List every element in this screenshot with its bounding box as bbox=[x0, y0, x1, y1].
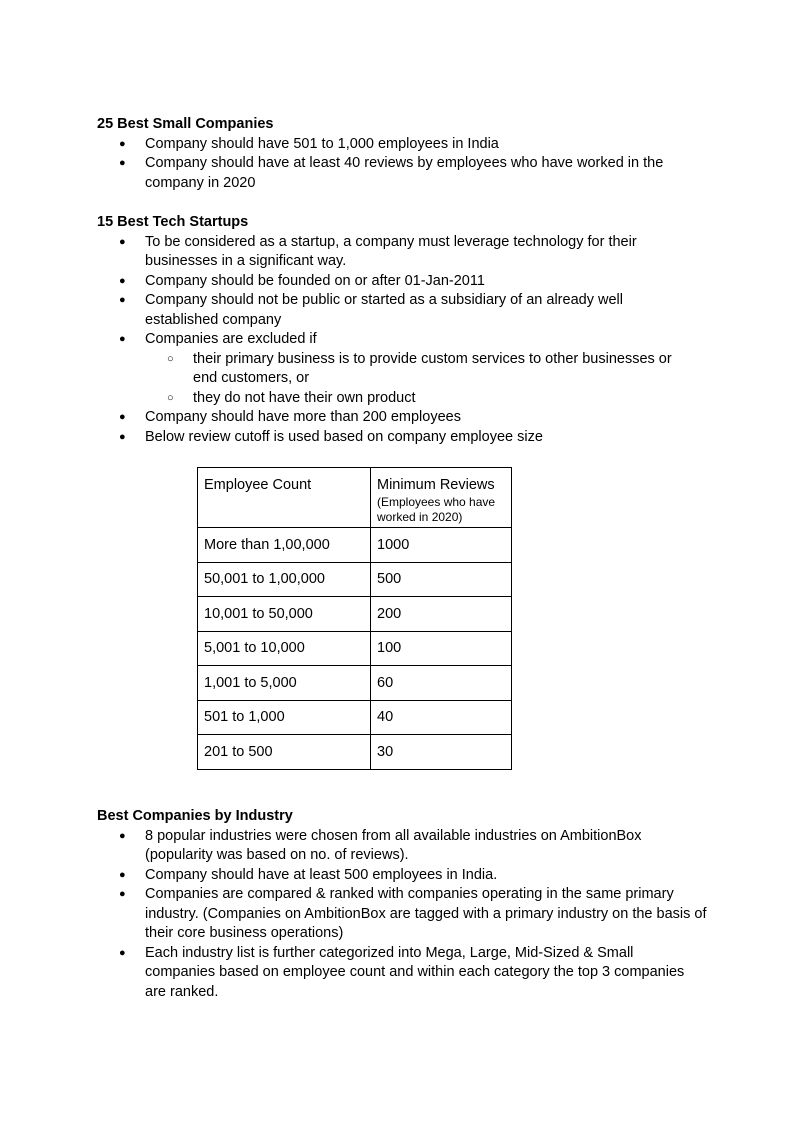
table-row bbox=[198, 631, 512, 666]
bullet-list bbox=[97, 233, 717, 350]
list-item: ● Company should not be public or started as a subsidiary of an already well established company bbox=[97, 291, 645, 330]
section-title: Best Companies by Industry bbox=[97, 808, 293, 824]
list-item: ● Company should have more than 200 employees bbox=[97, 408, 717, 428]
section-title: 15 Best Tech Startups bbox=[97, 214, 249, 230]
list-item: ● Each industry list is further categorized into Mega, Large, Mid-Sized & Small companies based on employee count and within each category the top 3 companies are ranked. bbox=[97, 944, 705, 1003]
header-minimum-reviews bbox=[371, 468, 512, 528]
table-cell: 5,001 to 10,000 bbox=[198, 631, 371, 666]
section-industry bbox=[97, 807, 717, 1002]
list-item: ● Company should have 501 to 1,000 employees in India bbox=[97, 135, 717, 155]
table-cell: 30 bbox=[371, 735, 512, 770]
section-tech-startups bbox=[97, 213, 717, 447]
list-item: ● Company should have at least 40 reviews by employees who have worked in the company in 2020 bbox=[97, 154, 675, 193]
review-cutoff-table bbox=[197, 467, 512, 770]
table-row bbox=[198, 597, 512, 632]
table-cell: 100 bbox=[371, 631, 512, 666]
list-item: ● Below review cutoff is used based on company employee size bbox=[97, 428, 717, 448]
header-minimum-reviews-label: Minimum Reviews bbox=[377, 477, 495, 493]
table-header-row bbox=[198, 468, 512, 528]
table-cell: 200 bbox=[371, 597, 512, 632]
list-item: ● Companies are excluded if bbox=[97, 330, 717, 350]
table-cell: 500 bbox=[371, 562, 512, 597]
bullet-list bbox=[97, 408, 717, 447]
table-cell: 60 bbox=[371, 666, 512, 701]
list-item: ● 8 popular industries were chosen from all available industries on AmbitionBox (popularity was based on no. of reviews). bbox=[97, 827, 665, 866]
sub-list-item: ○ they do not have their own product bbox=[145, 389, 717, 409]
list-item: ● Company should have at least 500 employees in India. bbox=[97, 866, 717, 886]
list-item: ● To be considered as a startup, a company must leverage technology for their businesses in a significant way. bbox=[97, 233, 655, 272]
table-row bbox=[198, 562, 512, 597]
header-employee-count: Employee Count bbox=[198, 468, 371, 528]
bullet-list bbox=[97, 135, 717, 194]
table-row bbox=[198, 666, 512, 701]
list-item: ● Companies are compared & ranked with companies operating in the same primary industry. (Companies on AmbitionBox are tagged with a primary industry on the basis of their core business operations) bbox=[97, 885, 715, 944]
table-row bbox=[198, 700, 512, 735]
table-cell: 501 to 1,000 bbox=[198, 700, 371, 735]
header-minimum-reviews-note: (Employees who have worked in 2020) bbox=[377, 495, 496, 524]
sub-bullet-list bbox=[145, 350, 717, 409]
table-cell: 1000 bbox=[371, 528, 512, 563]
section-title: 25 Best Small Companies bbox=[97, 116, 274, 132]
table-cell: 40 bbox=[371, 700, 512, 735]
list-item: ● Company should be founded on or after 01-Jan-2011 bbox=[97, 272, 717, 292]
bullet-list bbox=[97, 827, 717, 1003]
section-small-companies bbox=[97, 115, 717, 193]
sub-list-item: ○ their primary business is to provide custom services to other businesses or end customers, or bbox=[145, 350, 693, 389]
table-cell: 1,001 to 5,000 bbox=[198, 666, 371, 701]
table-cell: More than 1,00,000 bbox=[198, 528, 371, 563]
table-cell: 10,001 to 50,000 bbox=[198, 597, 371, 632]
table-row bbox=[198, 528, 512, 563]
table-cell: 50,001 to 1,00,000 bbox=[198, 562, 371, 597]
table-cell: 201 to 500 bbox=[198, 735, 371, 770]
table-row bbox=[198, 735, 512, 770]
